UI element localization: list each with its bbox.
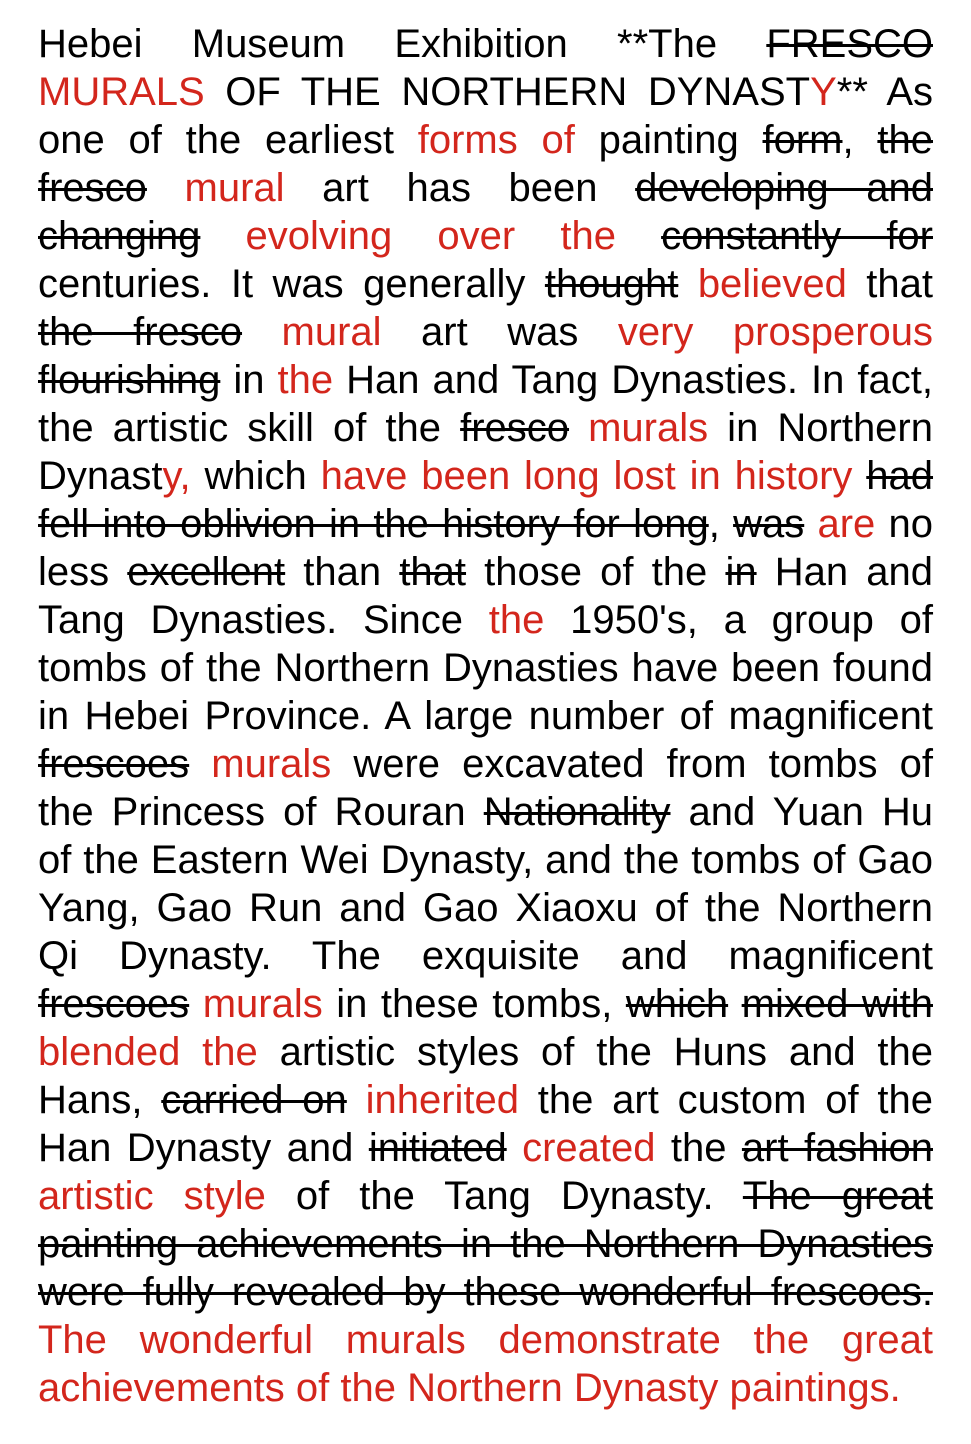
deleted-text: which [625,982,729,1026]
text-line [38,1268,933,1316]
text-run: Han Dynasty and [38,1126,369,1170]
inserted-text: y, [162,454,191,498]
text-line [38,788,933,836]
text-run [804,502,817,546]
text-run: Han and [756,550,934,594]
inserted-text: have been long lost in history [320,454,853,498]
text-run: painting [574,118,763,162]
deleted-text: carried on [161,1078,347,1122]
text-run: one of the earliest [38,118,418,162]
text-run: Hebei Museum Exhibition **The [38,22,767,66]
text-line [38,260,933,308]
text-run [147,166,185,210]
text-run: were excavated from tombs of [331,742,933,786]
text-line [38,644,933,692]
text-run: in Northern [708,406,933,450]
deleted-text: mixed with [741,982,933,1026]
deleted-text: flourishing [38,358,221,402]
inserted-text: the [488,598,545,642]
text-line [38,212,933,260]
deleted-text: constantly for [661,214,933,258]
deleted-text: the fresco [38,310,243,354]
text-run: the artistic skill of the [38,406,461,450]
deleted-text: art fashion [741,1126,933,1170]
deleted-text: excellent [127,550,286,594]
deleted-text: fell into oblivion in the history for long [38,502,709,546]
text-run: no [875,502,933,546]
deleted-text: painting achievements in the Northern Dynasties [38,1222,933,1266]
deleted-text: were fully revealed by these wonderful frescoes. [38,1270,933,1314]
text-run: ** As [836,70,933,114]
text-run: and Yuan Hu [670,790,933,834]
text-run: which [190,454,321,498]
text-run [507,1126,522,1170]
text-line [38,404,933,452]
inserted-text: created [522,1126,656,1170]
deleted-text: Nationality [483,790,671,834]
text-line [38,1364,933,1412]
text-run: in Hebei Province. A large number of magnificent [38,694,933,738]
deleted-text: The great [742,1174,933,1218]
text-run: Qi Dynasty. The exquisite and magnificent [38,934,933,978]
deleted-text: initiated [368,1126,507,1170]
deleted-text: was [733,502,805,546]
text-run: art has been [284,166,636,210]
inserted-text: The wonderful murals demonstrate the great [38,1318,933,1362]
text-line [38,740,933,788]
deleted-text: changing [38,214,201,258]
inserted-text: achievements of the Northern Dynasty paintings. [38,1366,901,1410]
text-line [38,932,933,980]
text-run [728,982,742,1026]
inserted-text: very prosperous [617,310,934,354]
text-line [38,1316,933,1364]
deleted-text: fresco [460,406,570,450]
text-run: centuries. It was generally [38,262,545,306]
text-line [38,692,933,740]
inserted-text: artistic style [38,1174,266,1218]
text-line [38,1124,933,1172]
text-run: Tang Dynasties. Since [38,598,489,642]
inserted-text: murals [202,982,323,1026]
text-line [38,116,933,164]
deleted-text: in [725,550,757,594]
text-run: than [285,550,400,594]
text-run: Dynast [38,454,163,498]
text-run [242,310,282,354]
text-run: OF THE NORTHERN DYNAST [204,70,811,114]
text-run: the art custom of the [519,1078,933,1122]
inserted-text: mural [281,310,382,354]
inserted-text: forms of [417,118,575,162]
text-line [38,68,933,116]
inserted-text: mural [184,166,285,210]
text-run: tombs of the Northern Dynasties have been found [38,646,933,690]
text-line [38,452,933,500]
deleted-text: form [762,118,843,162]
edited-paragraph [38,20,933,1412]
deleted-text: that [399,550,467,594]
text-run: artistic styles of the Huns and the [257,1030,933,1074]
text-run: of the Eastern Wei Dynasty, and the tombs of Gao [38,838,933,882]
text-line [38,1220,933,1268]
inserted-text: believed [697,262,847,306]
inserted-text: evolving over the [245,214,616,258]
text-run: that [846,262,933,306]
text-line [38,884,933,932]
text-line [38,836,933,884]
text-line [38,1028,933,1076]
text-run: , [842,118,878,162]
text-line [38,20,933,68]
inserted-text: murals [211,742,332,786]
text-run: less [38,550,128,594]
text-line [38,548,933,596]
text-run: of the Tang Dynasty. [265,1174,743,1218]
text-run: in these tombs, [322,982,626,1026]
inserted-text: are [817,502,876,546]
text-run [678,262,697,306]
text-run [616,214,661,258]
text-run: Han and Tang Dynasties. In fact, [333,358,934,402]
text-run: Hans, [38,1078,162,1122]
text-line [38,356,933,404]
text-run: Yang, Gao Run and Gao Xiaoxu of the Northern [38,886,933,930]
text-run [200,214,245,258]
inserted-text: MURALS [38,70,205,114]
text-run: in [220,358,278,402]
text-line [38,980,933,1028]
text-run [569,406,588,450]
inserted-text: the [277,358,334,402]
inserted-text: inherited [365,1078,519,1122]
text-run: those of the [466,550,726,594]
text-run: the Princess of Rouran [38,790,484,834]
text-run: the [655,1126,742,1170]
deleted-text: frescoes [38,742,190,786]
deleted-text: had [866,454,934,498]
deleted-text: the [877,118,933,162]
text-run: 1950's, a group of [544,598,933,642]
text-run [852,454,866,498]
text-line [38,596,933,644]
text-line [38,164,933,212]
text-line [38,308,933,356]
inserted-text: blended the [38,1030,258,1074]
text-run: , [708,502,734,546]
inserted-text: murals [588,406,709,450]
inserted-text: Y [810,70,837,114]
text-run [347,1078,366,1122]
text-run [189,742,211,786]
text-run [189,982,203,1026]
deleted-text: FRESCO [766,22,933,66]
text-run: art was [381,310,618,354]
text-line [38,500,933,548]
deleted-text: developing and [635,166,933,210]
deleted-text: fresco [38,166,147,210]
text-line [38,1172,933,1220]
deleted-text: frescoes [38,982,190,1026]
deleted-text: thought [544,262,679,306]
text-line [38,1076,933,1124]
